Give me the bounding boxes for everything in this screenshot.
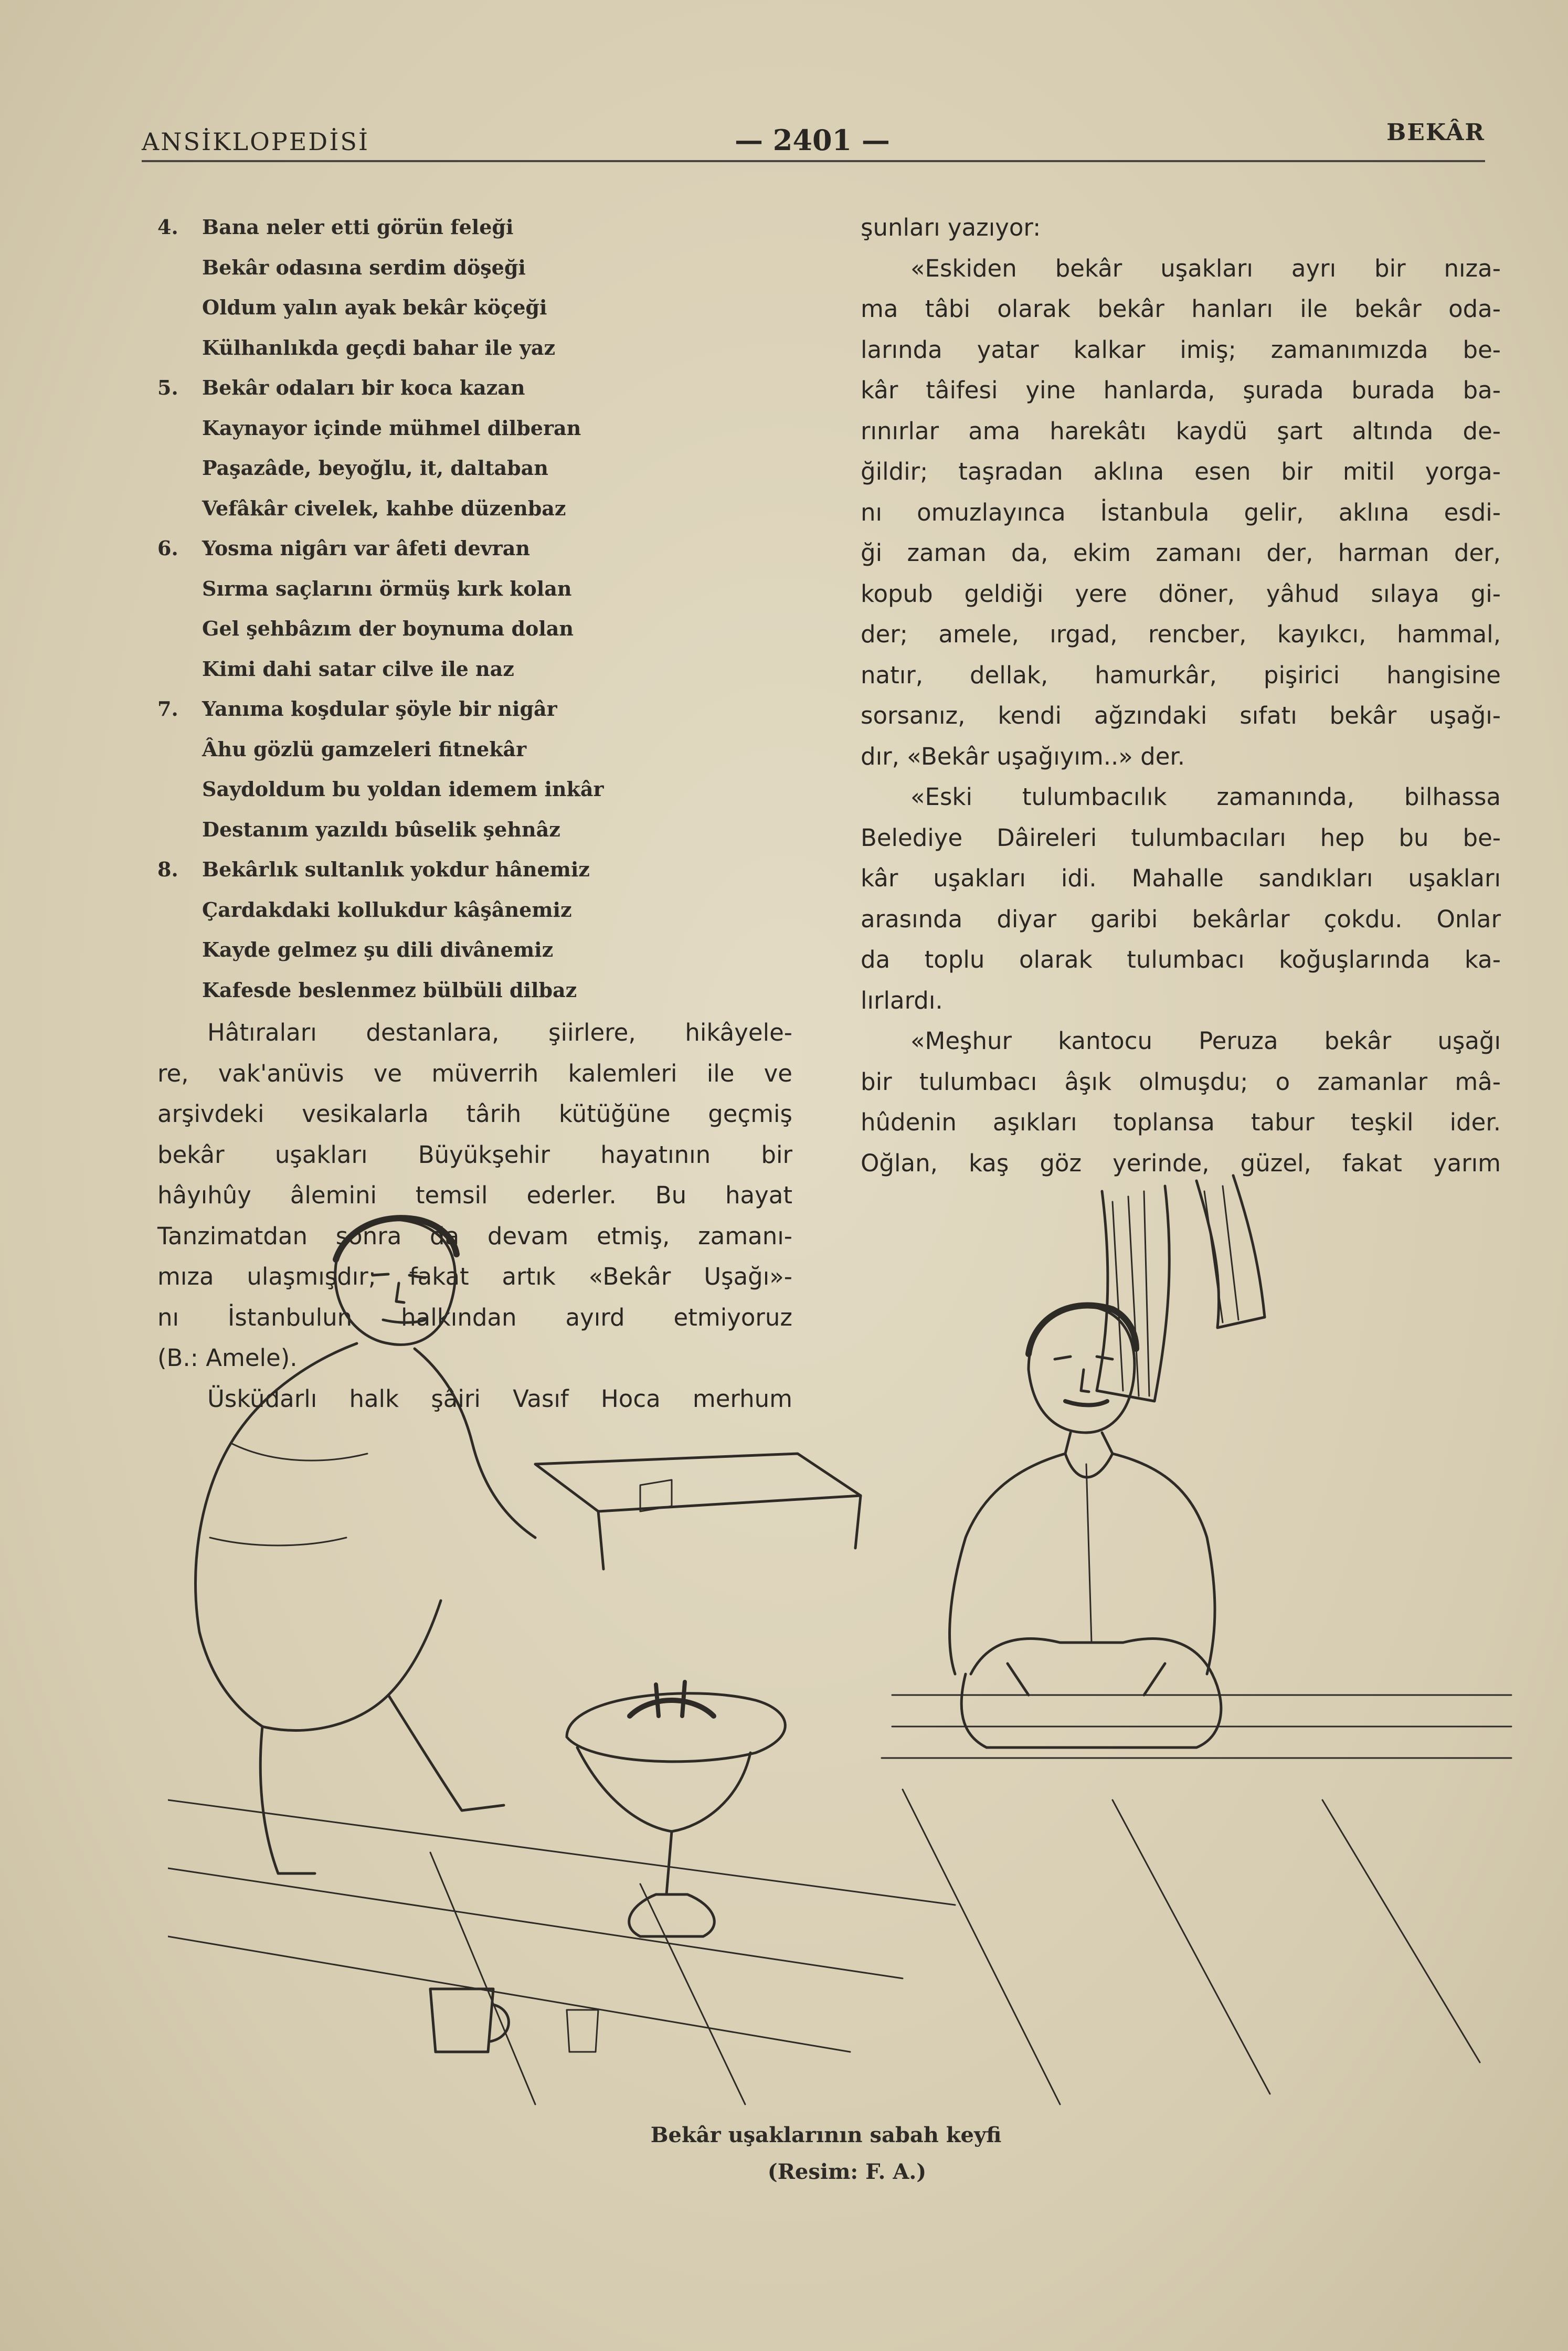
text-line: (B.: Amele). — [157, 1344, 298, 1372]
text-line: şunları yazıyor: — [861, 214, 1041, 241]
poem-stanza — [157, 689, 792, 850]
text-line: larında yatar kalkar imiş; zamanımızda be- — [861, 335, 1501, 364]
text-line: der; amele, ırgad, rencber, kayıkcı, hammal, — [861, 620, 1501, 648]
verse-line: Kimi dahi satar cilve ile naz — [202, 656, 514, 681]
text-line: da toplu olarak tulumbacı koğuşlarında ka- — [861, 946, 1501, 973]
stanza-number: 5. — [157, 376, 178, 399]
text-line: rınırlar ama harekâtı kaydü şart altında de- — [861, 417, 1501, 445]
text-line: kopub geldiği yere döner, yâhud sılaya gi- — [861, 579, 1501, 608]
text-line: «Meşhur kantocu Peruza bekâr uşağı — [910, 1027, 1501, 1055]
verse-line: Paşazâde, beyoğlu, it, daltaban — [202, 456, 548, 480]
header-right: BEKÂR — [1386, 119, 1485, 146]
page-number: — 2401 — — [735, 123, 890, 157]
verse-line: Vefâkâr civelek, kahbe düzenbaz — [202, 496, 566, 520]
header-left: ANSİKLOPEDİSİ — [142, 128, 370, 156]
stanza-number: 6. — [157, 536, 178, 560]
text-line: hûdenin aşıkları toplansa tabur teşkil ider. — [861, 1108, 1501, 1136]
text-line: lırlardı. — [861, 986, 943, 1014]
text-line: arşivdeki vesikalarla târih kütüğüne geçmiş — [157, 1100, 792, 1128]
text-line: kâr tâifesi yine hanlarda, şurada burada ba- — [861, 376, 1501, 404]
verse-line: Yosma nigârı var âfeti devran — [202, 536, 530, 560]
verse-line: Bekâr odasına serdim döşeği — [202, 255, 526, 279]
text-line: «Eskiden bekâr uşakları ayrı bir nıza- — [910, 254, 1501, 282]
poem-stanza — [157, 528, 792, 689]
verse-line: Bana neler etti görün feleği — [202, 215, 514, 239]
verse-line: Sırma saçlarını örmüş kırk kolan — [202, 576, 572, 600]
text-line: dır, «Bekâr uşağıyım..» der. — [861, 742, 1185, 770]
text-line: bir tulumbacı âşık olmuşdu; o zamanlar mâ- — [861, 1067, 1501, 1096]
text-line: Belediye Dâireleri tulumbacıları hep bu be- — [861, 823, 1501, 852]
text-line: bekâr uşakları Büyükşehir hayatının bir — [157, 1140, 792, 1169]
figure-credit: (Resim: F. A.) — [767, 2159, 927, 2184]
text-line: kâr uşakları idi. Mahalle sandıkları uşakları — [861, 864, 1501, 892]
text-line: nı İstanbulun halkından ayırd etmiyoruz — [157, 1303, 792, 1331]
verse-line: Bekâr odaları bir koca kazan — [202, 376, 525, 399]
text-line: natır, dellak, hamurkâr, pişirici hangisine — [861, 661, 1501, 689]
text-line: hâyıhûy âlemini temsil ederler. Bu hayat — [157, 1181, 792, 1209]
verse-line: Âhu gözlü gamzeleri fitnekâr — [202, 737, 527, 761]
verse-line: Kaynayor içinde mühmel dilberan — [202, 416, 581, 440]
verse-line: Oldum yalın ayak bekâr köçeği — [202, 295, 547, 319]
verse-line: Yanıma koşdular şöyle bir nigâr — [202, 697, 557, 721]
verse-line: Saydoldum bu yoldan idemem inkâr — [202, 777, 604, 801]
text-line: «Eski tulumbacılık zamanında, bilhassa — [910, 783, 1501, 811]
text-line: nı omuzlayınca İstanbula gelir, aklına esdi- — [861, 498, 1501, 526]
text-line: ği zaman da, ekim zamanı der, harman der, — [861, 539, 1501, 567]
poem-stanza — [157, 368, 792, 528]
text-line: Tanzimatdan sonra da devam etmiş, zamanı- — [157, 1222, 792, 1250]
figure-caption: Bekâr uşaklarının sabah keyfi — [650, 2123, 1002, 2147]
poem-stanza — [157, 850, 792, 1010]
poem-stanza — [157, 207, 792, 368]
text-line: mıza ulaşmışdır; fakat artık «Bekâr Uşağı»- — [157, 1263, 792, 1290]
running-header — [142, 118, 1485, 162]
text-line: Hâtıraları destanlara, şiirlere, hikâyele- — [207, 1019, 792, 1046]
text-line: sorsanız, kendi ağzındaki sıfatı bekâr uşağı- — [861, 702, 1501, 729]
stanza-number: 4. — [157, 215, 178, 239]
text-line: re, vak'anüvis ve müverrih kalemleri ile ve — [157, 1059, 792, 1087]
verse-line: Kayde gelmez şu dili divânemiz — [202, 938, 554, 961]
stanza-number: 7. — [157, 697, 178, 721]
text-line: Oğlan, kaş göz yerinde, güzel, fakat yarım — [861, 1149, 1501, 1177]
right-column — [861, 207, 1501, 1183]
verse-line: Bekârlık sultanlık yokdur hânemiz — [202, 857, 590, 881]
verse-line: Çardakdaki kollukdur kâşânemiz — [202, 897, 572, 922]
text-line: arasında diyar garibi bekârlar çokdu. Onlar — [861, 905, 1501, 933]
verse-line: Destanım yazıldı bûselik şehnâz — [202, 817, 560, 841]
text-line: ğildir; taşradan aklına esen bir mitil yorga- — [861, 458, 1501, 485]
verse-line: Külhanlıkda geçdi bahar ile yaz — [202, 335, 556, 359]
illustration-sketch — [168, 1170, 1522, 2115]
verse-line: Gel şehbâzım der boynuma dolan — [202, 617, 574, 640]
text-line: Üsküdarlı halk şâiri Vasıf Hoca merhum — [207, 1384, 792, 1413]
verse-line: Kafesde beslenmez bülbüli dilbaz — [202, 978, 577, 1002]
text-line: ma tâbi olarak bekâr hanları ile bekâr oda- — [861, 295, 1501, 323]
stanza-number: 8. — [157, 857, 178, 881]
